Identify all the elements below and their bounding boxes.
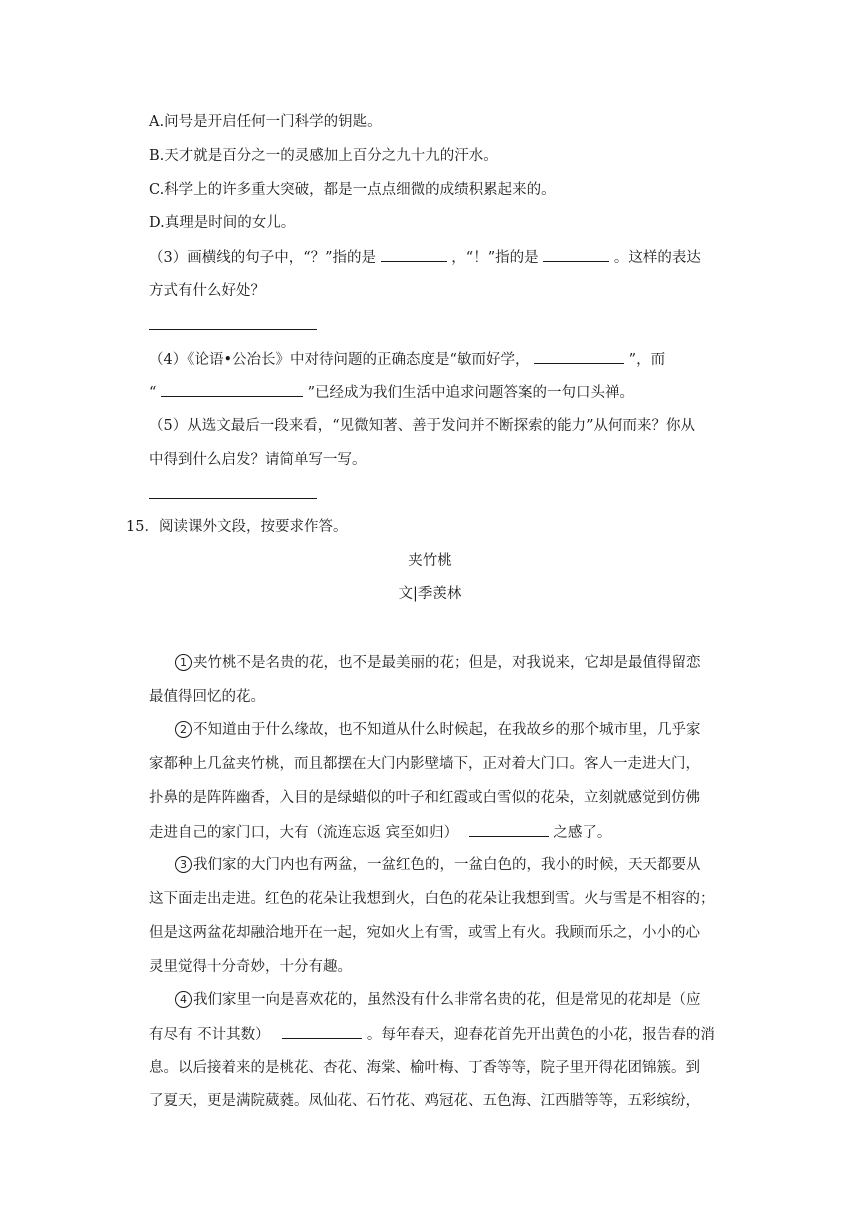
option-c: C.科学上的许多重大突破，都是一点点细微的成绩积累起来的。 (149, 182, 556, 198)
question-5-line-1: （5）从选文最后一段来看，“见微知著、善于发问并不断探索的能力”从何而来？你从 (149, 418, 696, 434)
paragraph-4-line-2 (149, 1024, 715, 1045)
paragraph-number-3: 3 (175, 856, 192, 873)
paragraph-1-line-1 (175, 653, 701, 673)
p2-blank[interactable] (469, 822, 549, 837)
question-4-line-1 (149, 349, 665, 370)
paragraph-1-line-2: 最值得回忆的花。 (149, 689, 265, 705)
q4-blank-2[interactable] (161, 382, 303, 397)
paragraph-4-line-1 (175, 990, 701, 1010)
p4-line-1-text: 我们家里一向是喜欢花的，虽然没有什么非常名贵的花，但是常见的花却是（应 (193, 992, 701, 1008)
q4-blank-1[interactable] (534, 349, 624, 364)
question-5-line-2: 中得到什么启发？请简单写一写。 (149, 452, 367, 468)
question-4-line-2 (149, 382, 634, 403)
p4-line-2-text-b: 。每年春天，迎春花首先开出黄色的小花，报告春的消 (366, 1027, 715, 1043)
q4-text-3: ”已经成为我们生活中追求问题答案的一句口头禅。 (307, 385, 635, 401)
q5-answer-line[interactable] (149, 498, 317, 499)
paragraph-2-line-4 (149, 822, 611, 843)
option-a: A.问号是开启任何一门科学的钥匙。 (149, 114, 382, 130)
p2-line-1-text: 不知道由于什么缘故，也不知道从什么时候起，在我故乡的那个城市里，几乎家 (193, 722, 701, 738)
q4-open-quote: “ (149, 385, 157, 401)
paragraph-3-line-3: 但是这两盆花却融洽地开在一起，宛如火上有雪，或雪上有火。我顾而乐之，小小的心 (149, 925, 700, 941)
paragraph-3-line-4: 灵里觉得十分奇妙，十分有趣。 (149, 959, 352, 975)
q3-answer-line[interactable] (149, 329, 317, 330)
p1-line-1-text: 夹竹桃不是名贵的花，也不是最美丽的花；但是，对我说来，它却是最值得留恋 (193, 655, 701, 671)
paragraph-number-1: 1 (175, 654, 192, 671)
q4-text-1: （4）《论语•公冶长》中对待问题的正确态度是“敏而好学， (149, 352, 530, 368)
paragraph-3-line-1 (175, 855, 701, 875)
question-3-line-1 (149, 247, 701, 268)
q3-blank-exclamation-mark[interactable] (543, 247, 609, 262)
option-b: B.天才就是百分之一的灵感加上百分之九十九的汗水。 (149, 148, 498, 164)
question-15-heading: 15．阅读课外文段，按要求作答。 (126, 519, 348, 535)
paragraph-2-line-1 (175, 720, 701, 740)
passage-author: 文|季羡林 (398, 586, 462, 602)
passage-title: 夹竹桃 (408, 553, 452, 569)
q3-text-1: （3）画横线的句子中，“？”指的是 (149, 250, 377, 266)
question-3-line-2: 方式有什么好处？ (149, 283, 265, 299)
paragraph-2-line-2: 家都种上几盆夹竹桃，而且都摆在大门内影壁墙下，正对着大门口。客人一走进大门， (149, 756, 700, 772)
paragraph-number-2: 2 (175, 721, 192, 738)
paragraph-number-4: 4 (175, 991, 192, 1008)
p4-blank[interactable] (282, 1024, 362, 1039)
q3-blank-question-mark[interactable] (381, 247, 447, 262)
paragraph-4-line-4: 了夏天，更是满院葳蕤。凤仙花、石竹花、鸡冠花、五色海、江西腊等等，五彩缤纷， (149, 1093, 700, 1109)
paragraph-2-line-3: 扑鼻的是阵阵幽香，入目的是绿蜡似的叶子和红霞或白雪似的花朵，立刻就感觉到仿佛 (149, 790, 700, 806)
option-d: D.真理是时间的女儿。 (149, 215, 296, 231)
q3-text-3: 。这样的表达 (613, 250, 701, 266)
p4-line-2-text-a: 有尽有 不计其数） (149, 1027, 270, 1043)
q3-text-2: ，“！”指的是 (451, 250, 539, 266)
paragraph-3-line-2: 这下面走出走进。红色的花朵让我想到火，白色的花朵让我想到雪。火与雪是不相容的； (149, 891, 715, 907)
p2-line-4-text-b: 之感了。 (553, 825, 612, 841)
q4-text-2: ”，而 (628, 352, 666, 368)
p3-line-1-text: 我们家的大门内也有两盆，一盆红色的，一盆白色的，我小的时候，天天都要从 (193, 857, 701, 873)
p2-line-4-text-a: 走进自己的家门口，大有（流连忘返 宾至如归） (149, 825, 459, 841)
paragraph-4-line-3: 息。以后接着来的是桃花、杏花、海棠、榆叶梅、丁香等等，院子里开得花团锦簇。到 (149, 1060, 700, 1076)
